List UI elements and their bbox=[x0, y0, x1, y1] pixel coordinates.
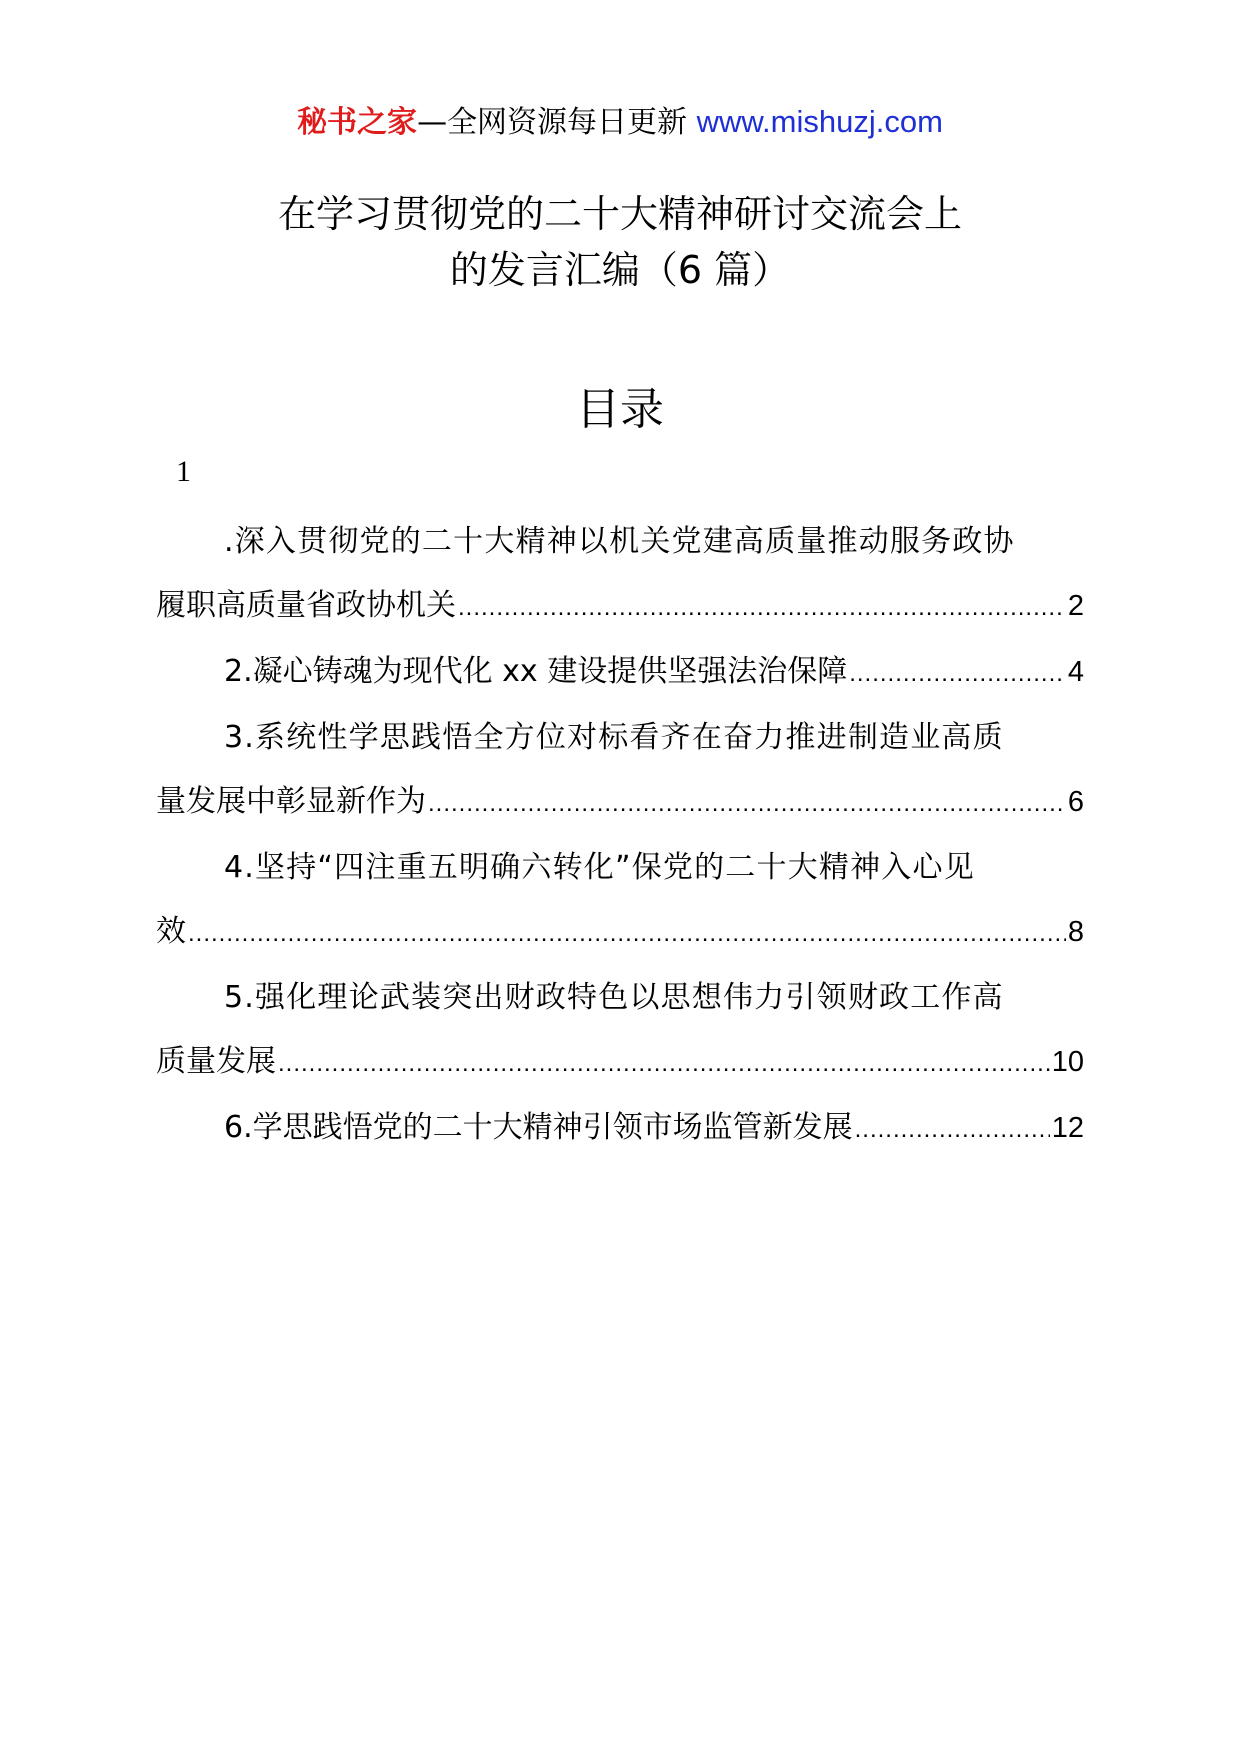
dot-leader bbox=[428, 772, 1066, 836]
toc-entry-title: 2.凝心铸魂为现代化 xx 建设提供坚强法治保障 bbox=[224, 654, 848, 689]
toc-entry-title-continued: 履职高质量省政协机关 bbox=[156, 588, 456, 623]
document-title bbox=[0, 186, 1240, 298]
toc-entry-title: 6.学思践悟党的二十大精神引领市场监管新发展 bbox=[224, 1110, 853, 1145]
table-of-contents bbox=[156, 510, 1084, 1162]
toc-entry-title: 5.强化理论武装突出财政特色以思想伟力引领财政工作高 bbox=[224, 980, 1004, 1015]
document-title-line-2: 的发言汇编（6 篇） bbox=[449, 248, 791, 292]
toc-entry-1[interactable] bbox=[156, 510, 1084, 640]
dot-leader bbox=[278, 1032, 1050, 1096]
dot-leader bbox=[188, 902, 1066, 966]
toc-page-number: 8 bbox=[1067, 916, 1084, 948]
toc-entry-title: .深入贯彻党的二十大精神以机关党建高质量推动服务政协 bbox=[224, 524, 1015, 559]
toc-page-number: 6 bbox=[1067, 786, 1084, 818]
toc-entry-title-continued: 量发展中彰显新作为 bbox=[156, 784, 426, 819]
toc-entry-title-continued: 效 bbox=[156, 914, 186, 949]
toc-page-number: 12 bbox=[1051, 1112, 1084, 1144]
toc-entry-4[interactable] bbox=[156, 836, 1084, 966]
banner-tagline: —全网资源每日更新 bbox=[417, 105, 697, 140]
toc-entry-6[interactable] bbox=[156, 1096, 1084, 1162]
toc-heading: 目录 bbox=[576, 384, 664, 435]
toc-entry-2[interactable] bbox=[156, 640, 1084, 706]
stray-page-number: 1 bbox=[176, 455, 191, 488]
dot-leader bbox=[855, 1098, 1050, 1162]
toc-page-number: 4 bbox=[1067, 656, 1084, 688]
toc-page-number: 2 bbox=[1067, 590, 1084, 622]
dot-leader bbox=[849, 642, 1066, 706]
dot-leader bbox=[458, 576, 1066, 640]
toc-entry-5[interactable] bbox=[156, 966, 1084, 1096]
document-title-line-1: 在学习贯彻党的二十大精神研讨交流会上 bbox=[277, 192, 962, 236]
site-url-link[interactable]: www.mishuzj.com bbox=[696, 104, 943, 139]
toc-entry-title-continued: 质量发展 bbox=[156, 1044, 276, 1079]
toc-entry-3[interactable] bbox=[156, 706, 1084, 836]
site-banner bbox=[0, 102, 1240, 143]
toc-page-number: 10 bbox=[1051, 1046, 1084, 1078]
brand-name: 秘书之家 bbox=[297, 105, 418, 140]
toc-entry-title: 3.系统性学思践悟全方位对标看齐在奋力推进制造业高质 bbox=[224, 720, 1004, 755]
toc-entry-title: 4.坚持“四注重五明确六转化”保党的二十大精神入心见 bbox=[224, 850, 975, 885]
